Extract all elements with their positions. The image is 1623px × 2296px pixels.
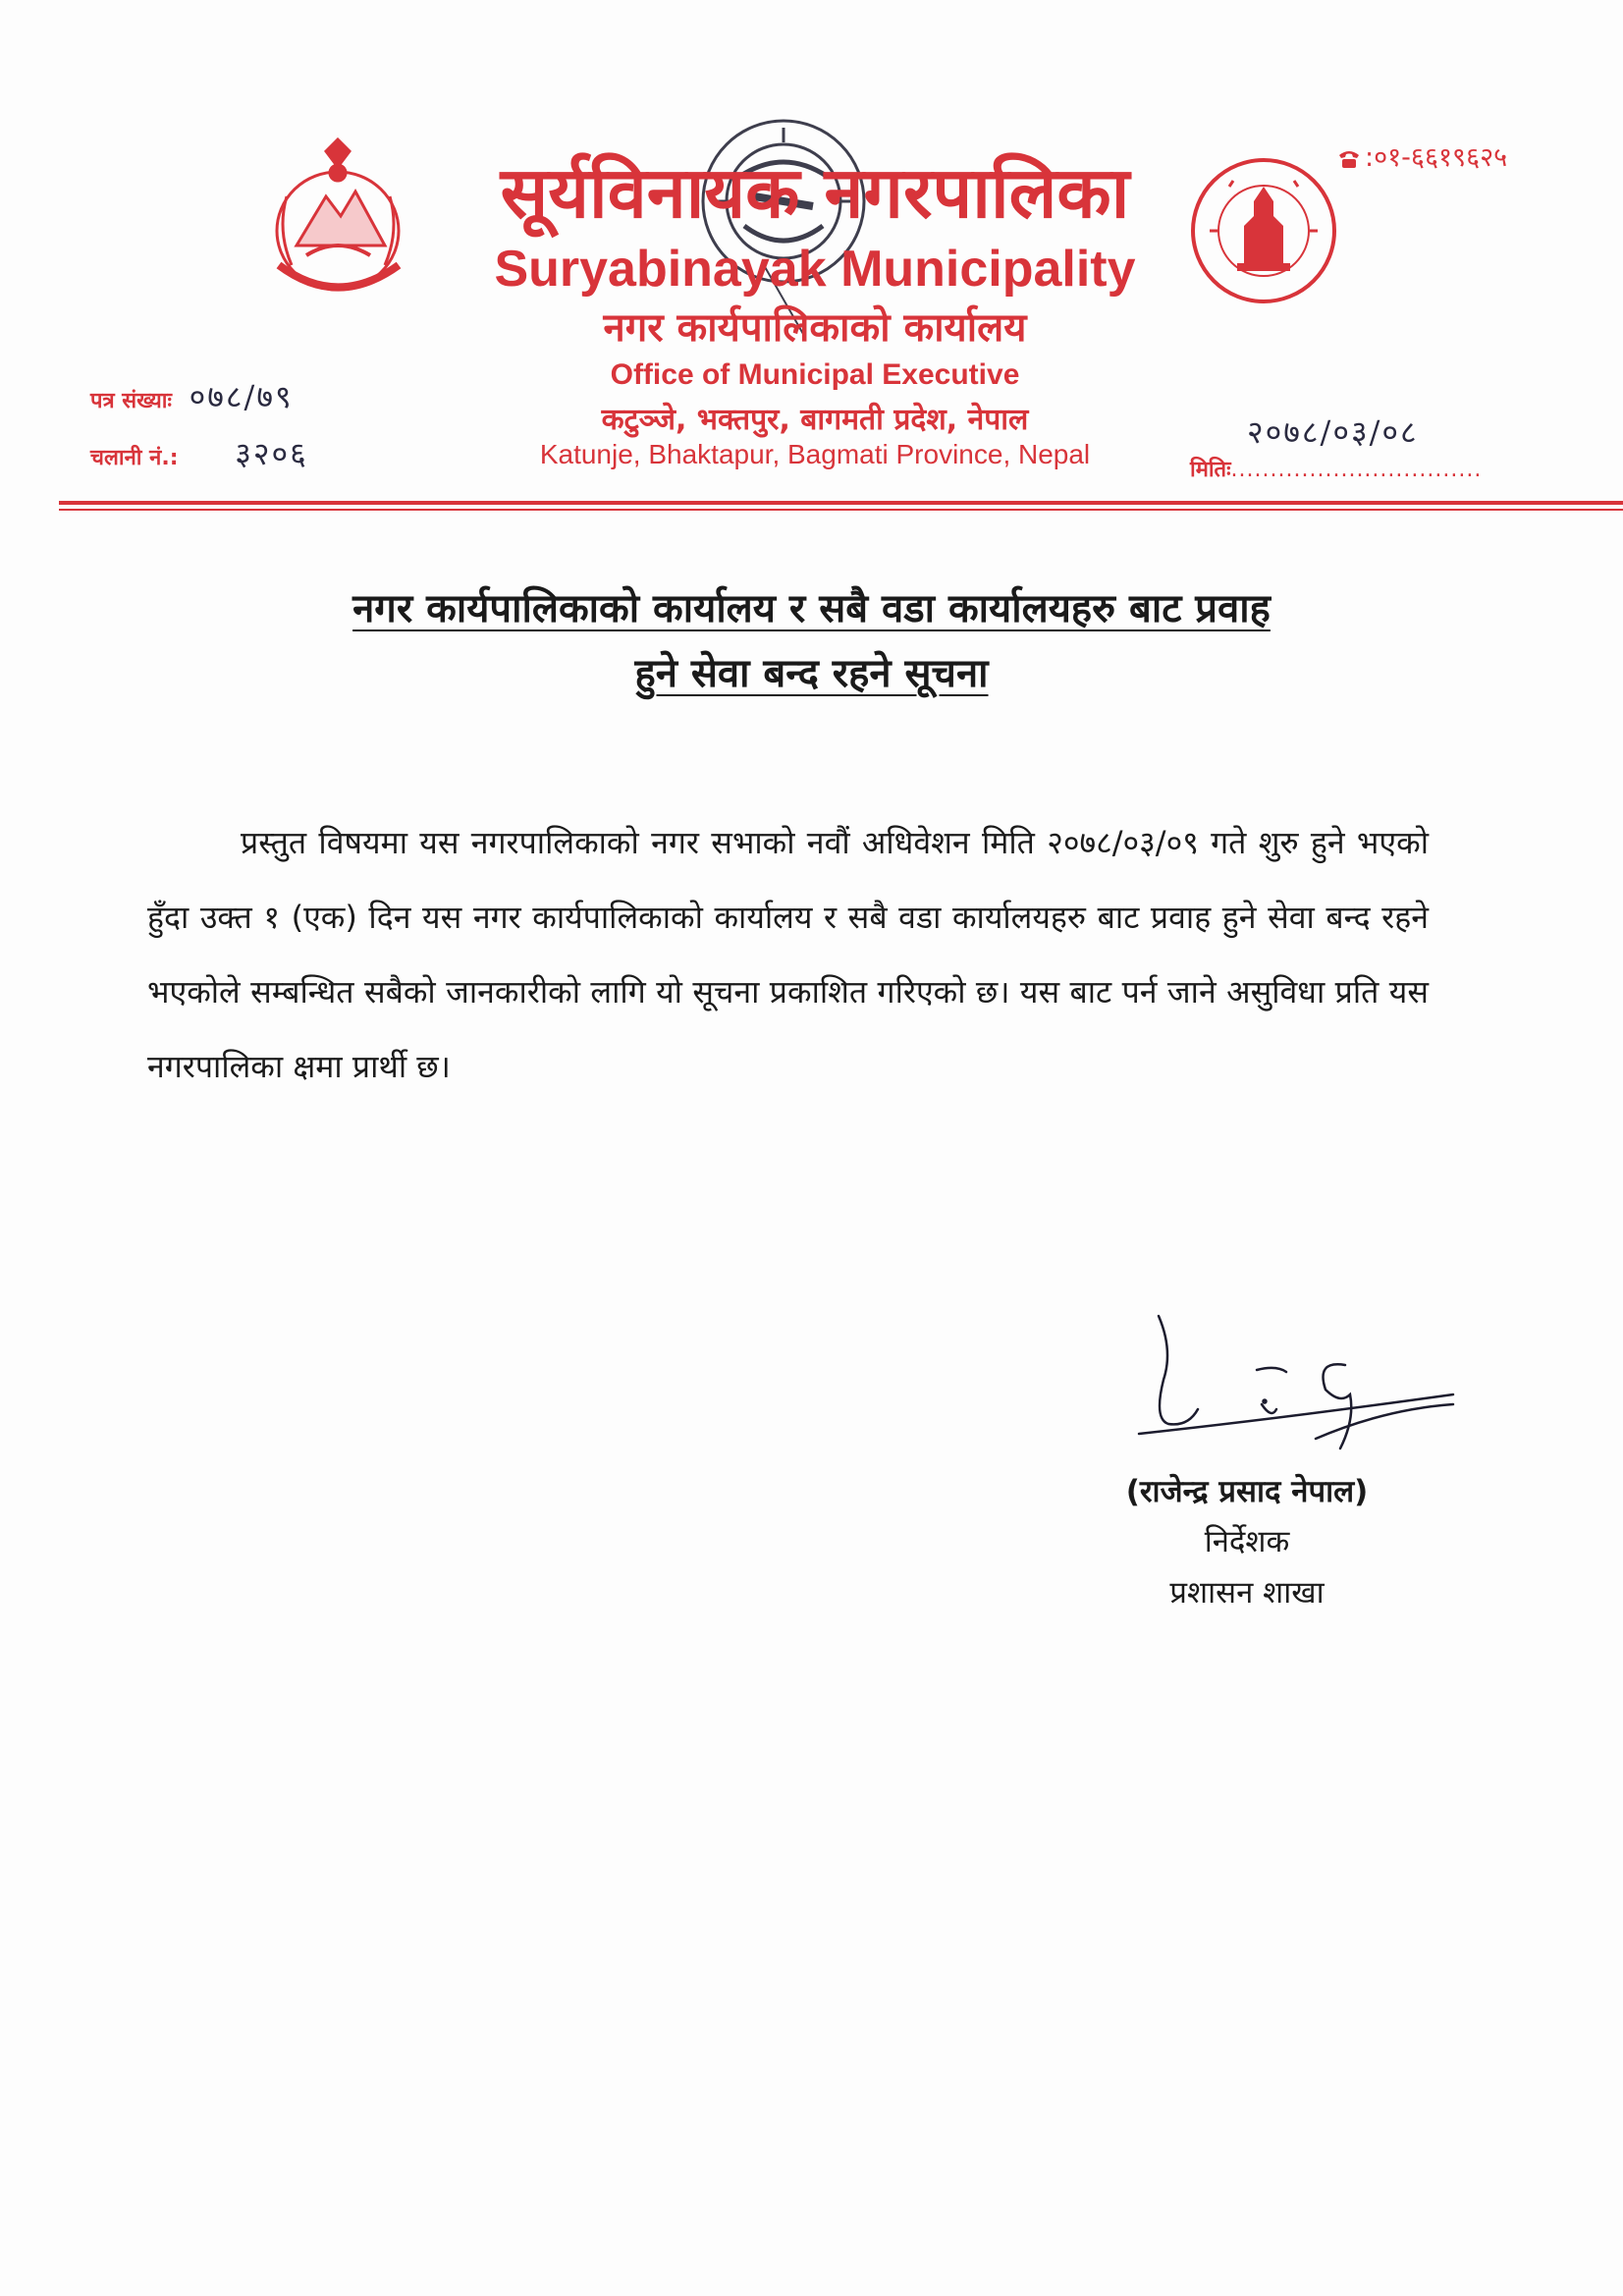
address-np: कटुञ्जे, भक्तपुर, बागमती प्रदेश, नेपाल: [601, 403, 1029, 437]
subject-line-2-text: हुने सेवा बन्द रहने सूचना: [634, 651, 989, 696]
dispatch-number-label: चलानी नं.:: [90, 446, 179, 470]
dispatch-number: [90, 432, 308, 474]
phone-number-text: :०१-६६१९६२५: [1365, 142, 1508, 173]
header-divider: [59, 501, 1623, 505]
office-name-np: नगर कार्यपालिकाको कार्यालय: [603, 305, 1027, 351]
telephone-icon: [1337, 149, 1361, 169]
letter-number-value: ०७८/७९: [189, 378, 294, 415]
letter-number-label: पत्र संख्याः: [90, 389, 172, 413]
letter-number: [90, 375, 294, 417]
nepal-emblem-icon: [257, 137, 419, 309]
signatory-name: (राजेन्द्र प्रसाद नेपाल): [1125, 1474, 1369, 1509]
date-field: [1190, 454, 1482, 483]
municipality-logo-icon: [1190, 157, 1337, 304]
date-dots: ................................: [1230, 458, 1483, 482]
municipality-title-np: सूर्यविनायक नगरपालिका: [500, 151, 1130, 234]
header-divider-thin: [59, 509, 1623, 511]
date-value: २०७८/०३/०८: [1247, 413, 1419, 451]
subject-line-1: [0, 579, 1623, 633]
notice-body: प्रस्तुत विषयमा यस नगरपालिकाको नगर सभाको नवौं अधिवेशन मिति २०७८/०३/०९ गते शुरु हुने भएको हुँदा उक्त १ (एक) दिन यस नगर कार्यपालिकाको कार्यालय र सबै वडा कार्यालयहरु बाट प्रवाह हुने सेवा बन्द रहने भएकोले सम्बन्धित सबैको जानकारीको लागि यो सूचना प्रकाशित गरिएको छ। यस बाट पर्न जाने असुविधा प्रति यस नगरपालिका क्षमा प्रार्थी छ।: [147, 824, 1429, 1085]
signatory-title: निर्देशक: [1204, 1524, 1290, 1559]
municipality-title-en: Suryabinayak Municipality: [494, 241, 1136, 298]
subject-line-2: [0, 644, 1623, 698]
office-name-en: Office of Municipal Executive: [610, 358, 1020, 391]
handwritten-signature: [1129, 1311, 1492, 1468]
subject-line-1-text: नगर कार्यपालिकाको कार्यालय र सबै वडा कार्यालयहरु बाट प्रवाह: [352, 586, 1271, 631]
signatory-department: प्रशासन शाखा: [1169, 1575, 1325, 1611]
phone-number: [1337, 137, 1507, 174]
date-label: मितिः: [1190, 458, 1231, 482]
dispatch-number-value: ३२०६: [235, 435, 308, 472]
address-en: Katunje, Bhaktapur, Bagmati Province, Nepal: [539, 439, 1091, 469]
